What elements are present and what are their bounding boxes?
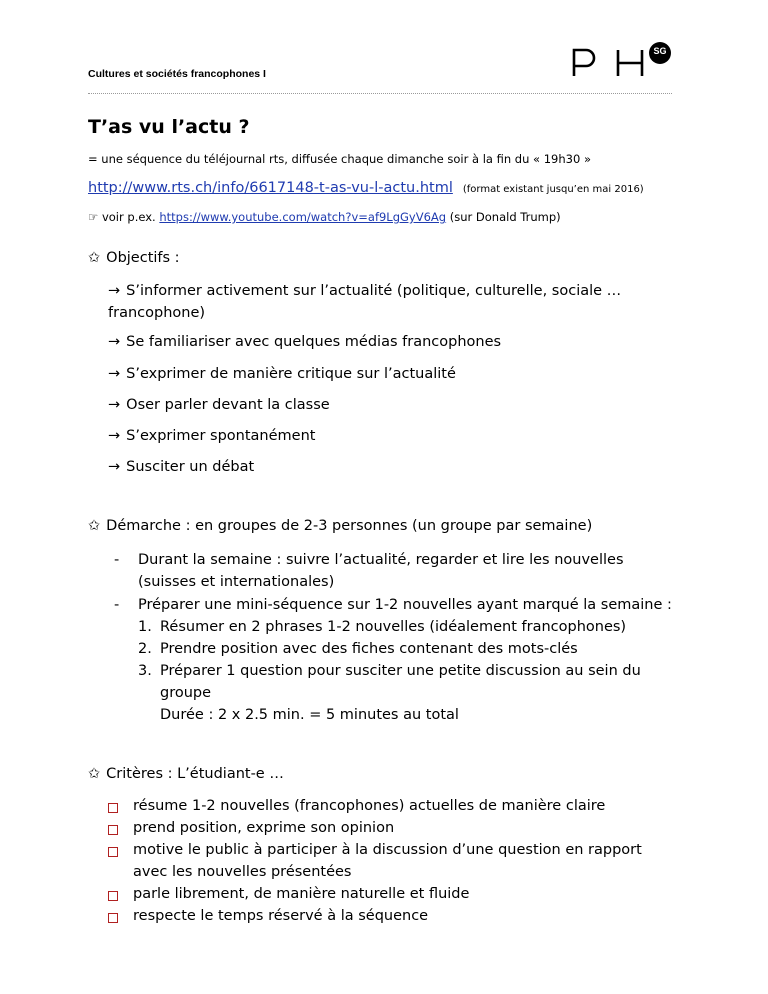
arrow-icon: → <box>108 397 121 413</box>
critere-text: prend position, exprime son opinion <box>133 820 395 836</box>
step-text: Résumer en 2 phrases 1-2 nouvelles (idéalement francophones) <box>160 619 627 635</box>
objectif-item <box>108 397 330 413</box>
criteres-heading-text: Critères : L’étudiant-e … <box>106 766 284 782</box>
objectif-item <box>108 334 501 350</box>
objectifs-heading-text: Objectifs : <box>106 250 180 266</box>
link-note: (format existant jusqu’en mai 2016) <box>462 184 644 195</box>
step-text: Préparer 1 question pour susciter une petite discussion au sein du <box>160 663 641 679</box>
objectif-text: S’exprimer de manière critique sur l’actualité <box>126 366 456 382</box>
objectif-text: Susciter un débat <box>126 459 255 475</box>
demarche-heading-text: Démarche : en groupes de 2-3 personnes (un groupe par semaine) <box>106 518 593 534</box>
voir-suffix: (sur Donald Trump) <box>449 210 561 224</box>
critere-text: résume 1-2 nouvelles (francophones) actuelles de manière claire <box>133 798 606 814</box>
logo-badge-text: SG <box>653 46 667 56</box>
phsg-logo <box>572 40 672 84</box>
demarche-heading <box>88 518 592 534</box>
pointing-hand-icon: ☞ <box>88 210 99 224</box>
arrow-icon: → <box>108 283 121 299</box>
step-text-continued: groupe <box>160 685 212 701</box>
objectifs-heading <box>88 250 180 266</box>
star-icon: ✩ <box>88 766 101 782</box>
step-number: 2. <box>138 641 152 657</box>
page-title: T’as vu l’actu ? <box>88 116 250 138</box>
dash-bullet: - <box>114 552 120 568</box>
arrow-icon: → <box>108 334 121 350</box>
step-number: 3. <box>138 663 152 679</box>
objectif-text: Oser parler devant la classe <box>126 397 330 413</box>
duration-text: Durée : 2 x 2.5 min. = 5 minutes au total <box>160 707 459 723</box>
arrow-icon: → <box>108 366 121 382</box>
criteres-heading <box>88 766 284 782</box>
objectif-text: S’exprimer spontanément <box>126 428 316 444</box>
rts-link[interactable]: http://www.rts.ch/info/6617148-t-as-vu-l-actu.html <box>88 180 453 196</box>
demarche-line: Préparer une mini-séquence sur 1-2 nouvelles ayant marqué la semaine : <box>138 597 672 613</box>
objectif-text: S’informer activement sur l’actualité (politique, culturelle, sociale … <box>126 283 622 299</box>
checkbox-icon[interactable] <box>108 913 118 923</box>
voir-line <box>88 210 561 224</box>
objectif-item <box>108 428 315 444</box>
link-line <box>88 180 644 196</box>
subtitle: = une séquence du téléjournal rts, diffusée chaque dimanche soir à la fin du « 19h30 » <box>88 152 591 166</box>
objectif-item <box>108 283 621 299</box>
objectif-item <box>108 459 254 475</box>
star-icon: ✩ <box>88 250 101 266</box>
objectif-text: Se familiariser avec quelques médias francophones <box>126 334 502 350</box>
course-title: Cultures et sociétés francophones I <box>88 68 266 80</box>
critere-text: motive le public à participer à la discussion d’une question en rapport <box>133 842 642 858</box>
checkbox-icon[interactable] <box>108 847 118 857</box>
youtube-link[interactable]: https://www.youtube.com/watch?v=af9LgGyV6Ag <box>159 210 447 224</box>
checkbox-icon[interactable] <box>108 891 118 901</box>
star-icon: ✩ <box>88 518 101 534</box>
checkbox-icon[interactable] <box>108 803 118 813</box>
arrow-icon: → <box>108 428 121 444</box>
step-text: Prendre position avec des fiches contenant des mots-clés <box>160 641 578 657</box>
objectif-text: francophone) <box>108 305 206 321</box>
checkbox-icon[interactable] <box>108 825 118 835</box>
critere-text-continued: avec les nouvelles présentées <box>133 864 352 880</box>
critere-text: respecte le temps réservé à la séquence <box>133 908 429 924</box>
step-number: 1. <box>138 619 152 635</box>
demarche-line: Durant la semaine : suivre l’actualité, regarder et lire les nouvelles <box>138 552 624 568</box>
critere-text: parle librement, de manière naturelle et fluide <box>133 886 470 902</box>
voir-prefix: voir p.ex. <box>101 210 156 224</box>
arrow-icon: → <box>108 459 121 475</box>
dash-bullet: - <box>114 597 120 613</box>
header-divider <box>88 93 672 94</box>
demarche-line: (suisses et internationales) <box>138 574 335 590</box>
objectif-item <box>108 366 456 382</box>
objectif-item-continued <box>108 305 205 321</box>
